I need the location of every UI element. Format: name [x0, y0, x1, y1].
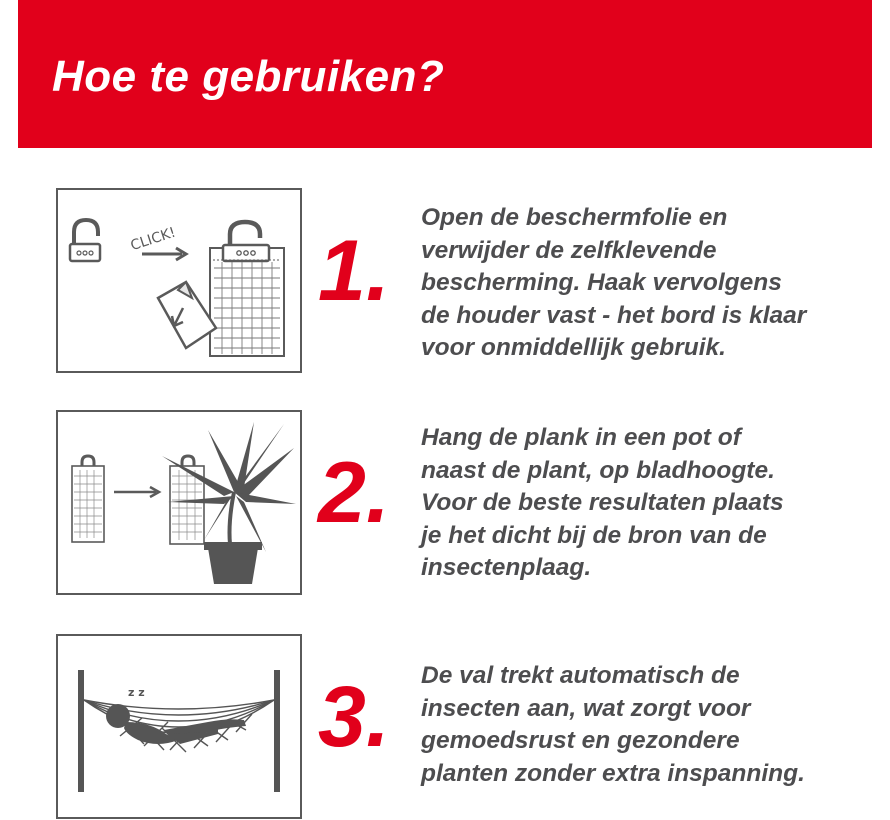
- header-banner: [18, 0, 872, 148]
- step-3: [0, 634, 890, 819]
- left-post: [78, 670, 84, 792]
- hang-near-plant-illustration: [58, 412, 300, 593]
- snore-label: z z: [128, 686, 145, 699]
- step-2-illustration: [56, 410, 302, 595]
- step-1-illustration: [56, 188, 302, 373]
- click-label: CLICK!: [128, 224, 178, 255]
- description-line: Open de beschermfolie en: [421, 204, 728, 231]
- step-1: [0, 188, 890, 373]
- description-line: De val trekt automatisch de: [421, 662, 740, 689]
- description-line: insectenplaag.: [421, 554, 592, 581]
- description-line: bescherming. Haak vervolgens: [421, 269, 782, 296]
- description-line: gemoedsrust en gezondere: [421, 727, 740, 754]
- arrow-right-icon: [114, 487, 159, 497]
- description-line: insecten aan, wat zorgt voor: [421, 694, 751, 722]
- step-number: 3.: [318, 669, 390, 765]
- page-title: Hoe te gebruiken?: [52, 52, 445, 101]
- step-3-illustration: [56, 634, 302, 819]
- description-line: naast de plant, op bladhoogte.: [421, 456, 775, 484]
- description-line: Voor de beste resultaten plaats: [421, 489, 784, 516]
- description-line: planten zonder extra inspanning.: [421, 759, 805, 787]
- step-number: 1.: [318, 223, 390, 319]
- hook-attach-illustration: [58, 190, 300, 371]
- description-line: voor onmiddellijk gebruik.: [421, 334, 726, 361]
- small-board-icon: [72, 456, 104, 542]
- description-line: je het dicht bij de bron van de: [421, 521, 767, 549]
- step-description: [421, 202, 871, 365]
- description-line: de houder vast - het bord is klaar: [421, 301, 807, 329]
- small-hook-icon: [70, 220, 100, 261]
- hammock-rest-illustration: [58, 636, 300, 817]
- step-2: [0, 410, 890, 595]
- right-post: [274, 670, 280, 792]
- description-line: verwijder de zelfklevende: [421, 236, 717, 264]
- step-description: [421, 422, 871, 585]
- description-line: Hang de plank in een pot of: [421, 424, 741, 451]
- protective-foil-icon: [158, 282, 216, 348]
- step-number: 2.: [318, 445, 390, 541]
- step-description: [421, 660, 871, 790]
- sticky-board-icon: [210, 245, 284, 356]
- arrow-right-icon: [142, 248, 186, 260]
